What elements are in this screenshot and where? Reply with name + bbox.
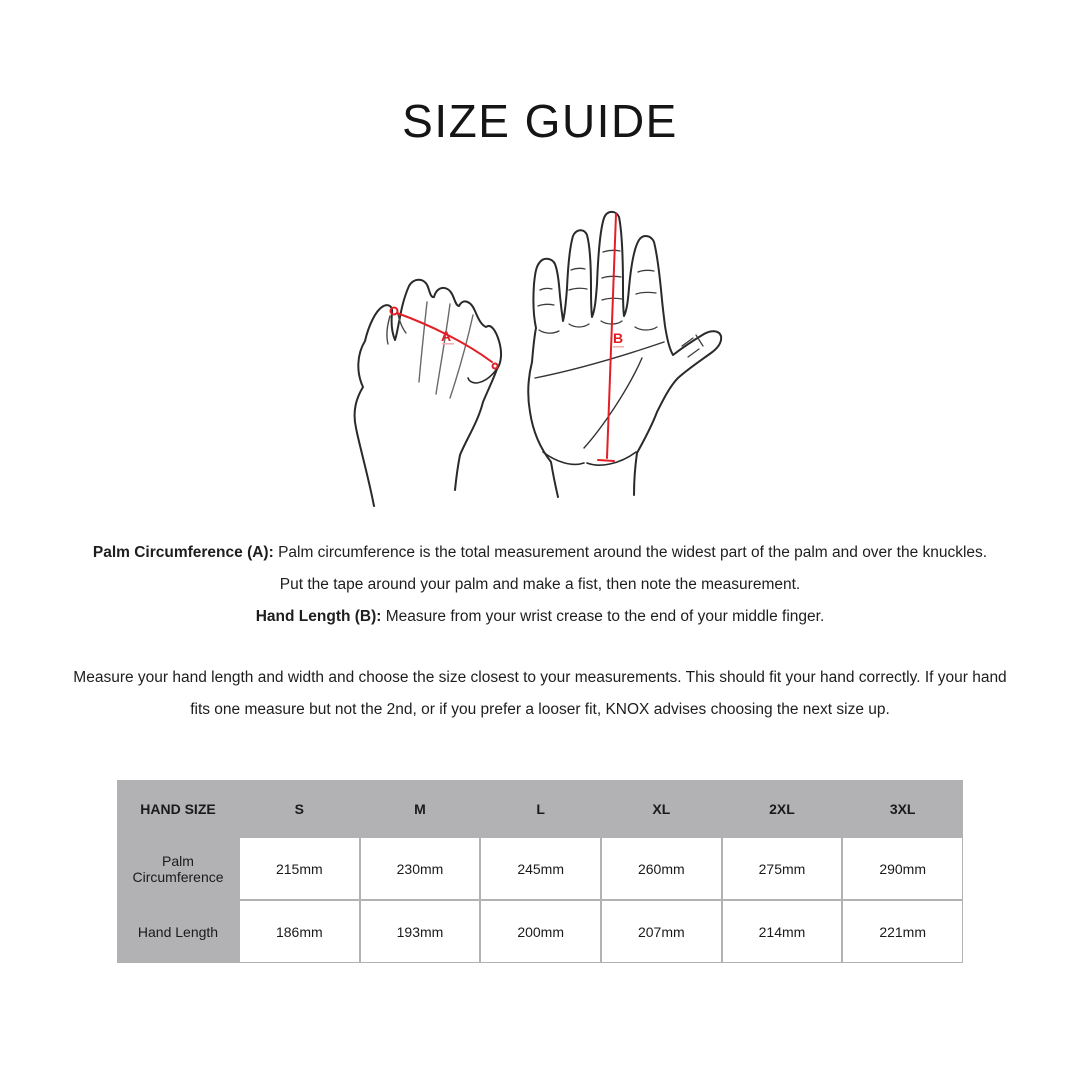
table-header-l: L bbox=[536, 800, 545, 817]
hand-length-line bbox=[0, 601, 1080, 633]
table-cell-palm-s: 215mm bbox=[239, 837, 360, 900]
hand-length-text: Measure from your wrist crease to the end of your middle finger. bbox=[385, 608, 825, 625]
tape-instruction-line: Put the tape around your palm and make a fist, then note the measurement. bbox=[279, 576, 801, 593]
table-cell-length-3xl: 221mm bbox=[842, 900, 963, 963]
palm-circumference-text: Palm circumference is the total measurement around the widest part of the palm and over the knuckles. bbox=[278, 544, 988, 561]
palm-circumference-label: Palm Circumference (A): bbox=[92, 544, 274, 561]
label-b-underline bbox=[613, 346, 624, 348]
table-header-3xl: 3XL bbox=[889, 800, 916, 817]
table-cell-palm-3xl: 290mm bbox=[842, 837, 963, 900]
table-cell-length-2xl: 214mm bbox=[722, 900, 843, 963]
table-header-2xl: 2XL bbox=[769, 800, 795, 817]
fit-note-line-1: Measure your hand length and width and choose the size closest to your measurements. This should fit your hand correctly. If your hand bbox=[73, 669, 1007, 686]
hand-measurement-diagram bbox=[330, 190, 750, 510]
hands-illustration-svg bbox=[330, 190, 750, 510]
table-cell-length-xl: 207mm bbox=[601, 900, 722, 963]
measure-label-b: B bbox=[613, 330, 624, 346]
table-cell-length-s: 186mm bbox=[239, 900, 360, 963]
table-cell-length-m: 193mm bbox=[360, 900, 481, 963]
palm-crease-lines bbox=[535, 342, 664, 448]
measurement-instructions bbox=[0, 537, 1080, 633]
size-table bbox=[117, 780, 963, 963]
table-row-label-palm-circumference: Palm Circumference bbox=[132, 852, 224, 885]
fist-hand-drawing bbox=[355, 280, 501, 506]
table-header-m: M bbox=[414, 800, 426, 817]
palm-hand-drawing bbox=[528, 212, 721, 497]
table-cell-palm-m: 230mm bbox=[360, 837, 481, 900]
palm-circumference-line bbox=[0, 537, 1080, 569]
table-cell-palm-2xl: 275mm bbox=[722, 837, 843, 900]
table-header-hand-size: HAND SIZE bbox=[140, 800, 216, 817]
table-header-xl: XL bbox=[652, 800, 671, 817]
fit-note-line-2: fits one measure but not the 2nd, or if you prefer a looser fit, KNOX advises choosing the next size up. bbox=[190, 701, 890, 718]
wrist-crease-lines bbox=[543, 452, 636, 465]
table-cell-palm-l: 245mm bbox=[480, 837, 601, 900]
hand-length-label: Hand Length (B): bbox=[255, 608, 382, 625]
table-row-label-hand-length: Hand Length bbox=[137, 923, 219, 940]
fist-finger-crease-lines bbox=[419, 302, 473, 398]
table-cell-length-l: 200mm bbox=[480, 900, 601, 963]
finger-base-creases bbox=[539, 321, 657, 333]
fist-outline bbox=[355, 280, 501, 506]
measure-label-a: A bbox=[441, 328, 452, 344]
table-cell-palm-xl: 260mm bbox=[601, 837, 722, 900]
fit-note bbox=[0, 662, 1080, 726]
table-header-s: S bbox=[294, 800, 304, 817]
page-title: SIZE GUIDE bbox=[402, 95, 678, 147]
